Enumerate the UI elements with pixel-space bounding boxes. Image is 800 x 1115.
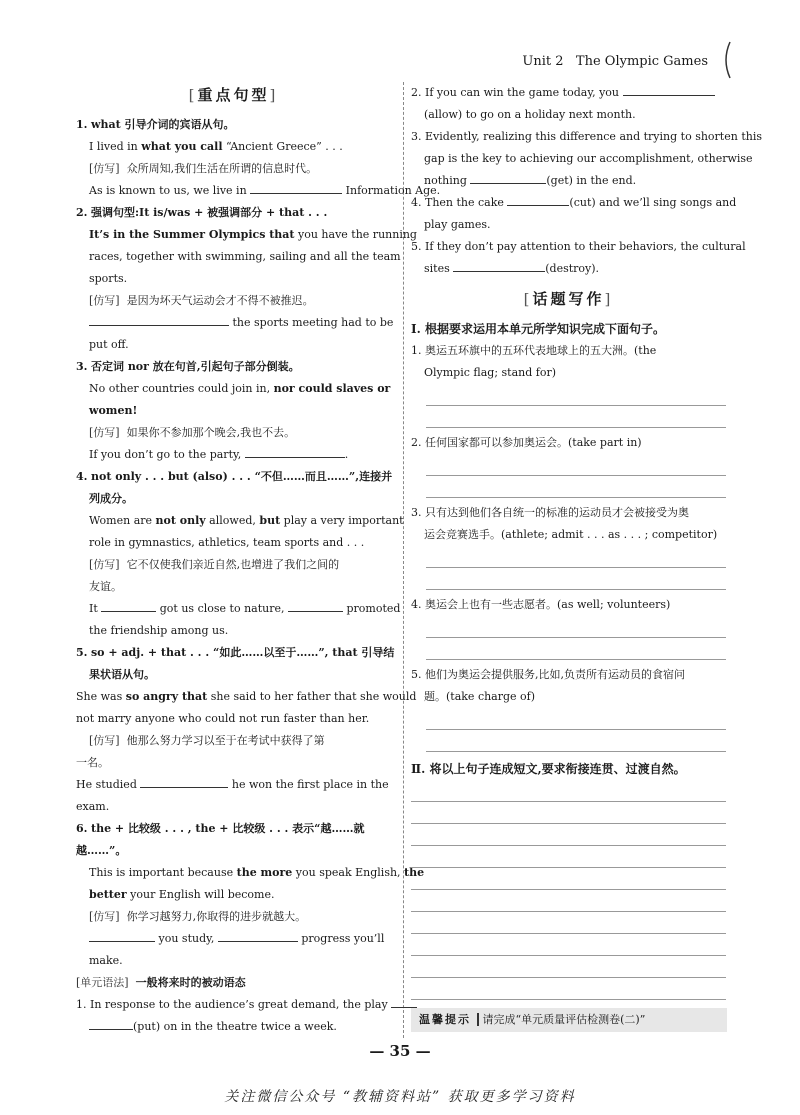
pattern-5: 5. so + adj. + that . . . “如此……以至于……”, that 引导结 果状语从句。 She was so angry that she said to her father that she would not marry anyone who could not run faster than her. [仿写] 他那么努力学习以至于在考试中获得了第 一名。 He studied he won the first place in the exam. — [76, 646, 417, 813]
page-number: — 35 — — [369, 1042, 431, 1060]
essay-line[interactable] — [411, 868, 726, 890]
fill-blank[interactable] — [89, 1017, 133, 1030]
pattern-4: 4. not only . . . but (also) . . . “不但……而且……”,连接并 列成分。 Women are not only allowed, but play a very important role in gymnastics, athletics, team sports and . . . [仿写] 它不仅使我们亲近自然,也增进了我们之间的 友谊。 It got us close to nature, promoted the friendship among us. — [76, 470, 404, 637]
essay-line[interactable] — [411, 824, 726, 846]
reminder-label: 温馨提示 — [411, 1013, 479, 1026]
answer-line[interactable] — [426, 454, 726, 476]
unit-title: The Olympic Games — [575, 54, 708, 69]
answer-line[interactable] — [426, 406, 726, 428]
fill-blank[interactable] — [245, 445, 345, 458]
pattern-6: 6. the + 比较级 . . . , the + 比较级 . . . 表示“越……就 越……”。 This is important because the more you speak English, the better your English will become. [仿写] 你学习越努力,你取得的进步就越大。 you study, progress you’ll make. — [76, 822, 425, 967]
essay-line[interactable] — [411, 956, 726, 978]
essay-line[interactable] — [411, 934, 726, 956]
page-header — [522, 54, 708, 69]
essay-line[interactable] — [411, 978, 726, 1000]
fill-blank[interactable] — [89, 929, 155, 942]
essay-line[interactable] — [411, 846, 726, 868]
fill-blank[interactable] — [140, 775, 228, 788]
fill-blank[interactable] — [288, 599, 343, 612]
reminder-bar — [411, 1008, 727, 1032]
unit-label: Unit 2 — [522, 54, 564, 69]
section-title-key-sentences: [重点句型] — [188, 86, 279, 104]
pattern-1: 1. what 引导介词的宾语从句。 I lived in what you call “Ancient Greece” . . . [仿写] 众所周知,我们生活在所谓的信息时代。 As is known to us, we live in Information Age. — [76, 118, 441, 197]
writing-part-1: Ⅰ. 根据要求运用本单元所学知识完成下面句子。 1. 奥运五环旗中的五环代表地球上的五大洲。(the Olympic flag; stand for) 2. 任何国家都可以参加奥运会。(take part in) 3. 只有达到他们各自统一的标准的运动员才会被接受为奥 运会竞赛选手。(athlete; admit . . . as . . . ; competitor) 4. 奥运会上也有一些志愿者。(as well; volunteers) 5. 他们为奥运会提供服务,比如,负责所有运动员的食宿问 题。(take charge of) — [411, 318, 726, 752]
right-column — [411, 82, 762, 1000]
fill-blank[interactable] — [218, 929, 298, 942]
answer-line[interactable] — [426, 708, 726, 730]
left-column — [76, 82, 441, 1038]
fill-blank[interactable] — [453, 259, 545, 272]
essay-line[interactable] — [411, 802, 726, 824]
answer-line[interactable] — [426, 384, 726, 406]
answer-line[interactable] — [426, 546, 726, 568]
essay-line[interactable] — [411, 890, 726, 912]
writing-part-2: Ⅱ. 将以上句子连成短文,要求衔接连贯、过渡自然。 — [411, 758, 726, 1000]
answer-line[interactable] — [426, 616, 726, 638]
answer-line[interactable] — [426, 568, 726, 590]
fill-blank[interactable] — [101, 599, 156, 612]
answer-line[interactable] — [426, 730, 726, 752]
pattern-2: 2. 强调句型:It is/was + 被强调部分 + that . . . It’s in the Summer Olympics that you have the running races, together with swimming, sailing and all the team sports. [仿写] 是因为坏天气运动会才不得不被推迟。 the sports meeting had to be put off. — [76, 206, 417, 351]
answer-line[interactable] — [426, 476, 726, 498]
header-curve-decoration — [720, 40, 734, 80]
pattern-3: 3. 否定词 nor 放在句首,引起句子部分倒装。 No other countries could join in, nor could slaves or women! [仿写] 如果你不参加那个晚会,我也不去。 If you don’t go to the party, . — [76, 360, 391, 461]
fill-blank[interactable] — [470, 171, 546, 184]
essay-line[interactable] — [411, 780, 726, 802]
grammar-section: [单元语法] 一般将来时的被动语态 1. In response to the audience’s great demand, the play (put) on in the theatre twice a week. — [76, 972, 391, 1038]
fill-blank[interactable] — [250, 181, 342, 194]
fill-blank[interactable] — [623, 83, 715, 96]
grammar-continued: 2. If you can win the game today, you (allow) to go on a holiday next month. 3. Evidently, realizing this difference and trying to shorten this gap is the key to achieving our accomplishment, otherwise nothing (get) in the end. 4. Then the cake (cut) and we’ll sing songs and play games. 5. If they don’t pay attention to their behaviors, the cultural sites (destroy). — [411, 82, 726, 280]
answer-line[interactable] — [426, 638, 726, 660]
essay-line[interactable] — [411, 912, 726, 934]
footer-note: 关注微信公众号 “教辅资料站” 获取更多学习资料 — [224, 1089, 576, 1105]
section-title-topic-writing: [话题写作] — [523, 290, 614, 308]
fill-blank[interactable] — [507, 193, 569, 206]
fill-blank[interactable] — [89, 313, 229, 326]
reminder-text: 请完成“单元质量评估检测卷(二)” — [482, 1013, 646, 1026]
